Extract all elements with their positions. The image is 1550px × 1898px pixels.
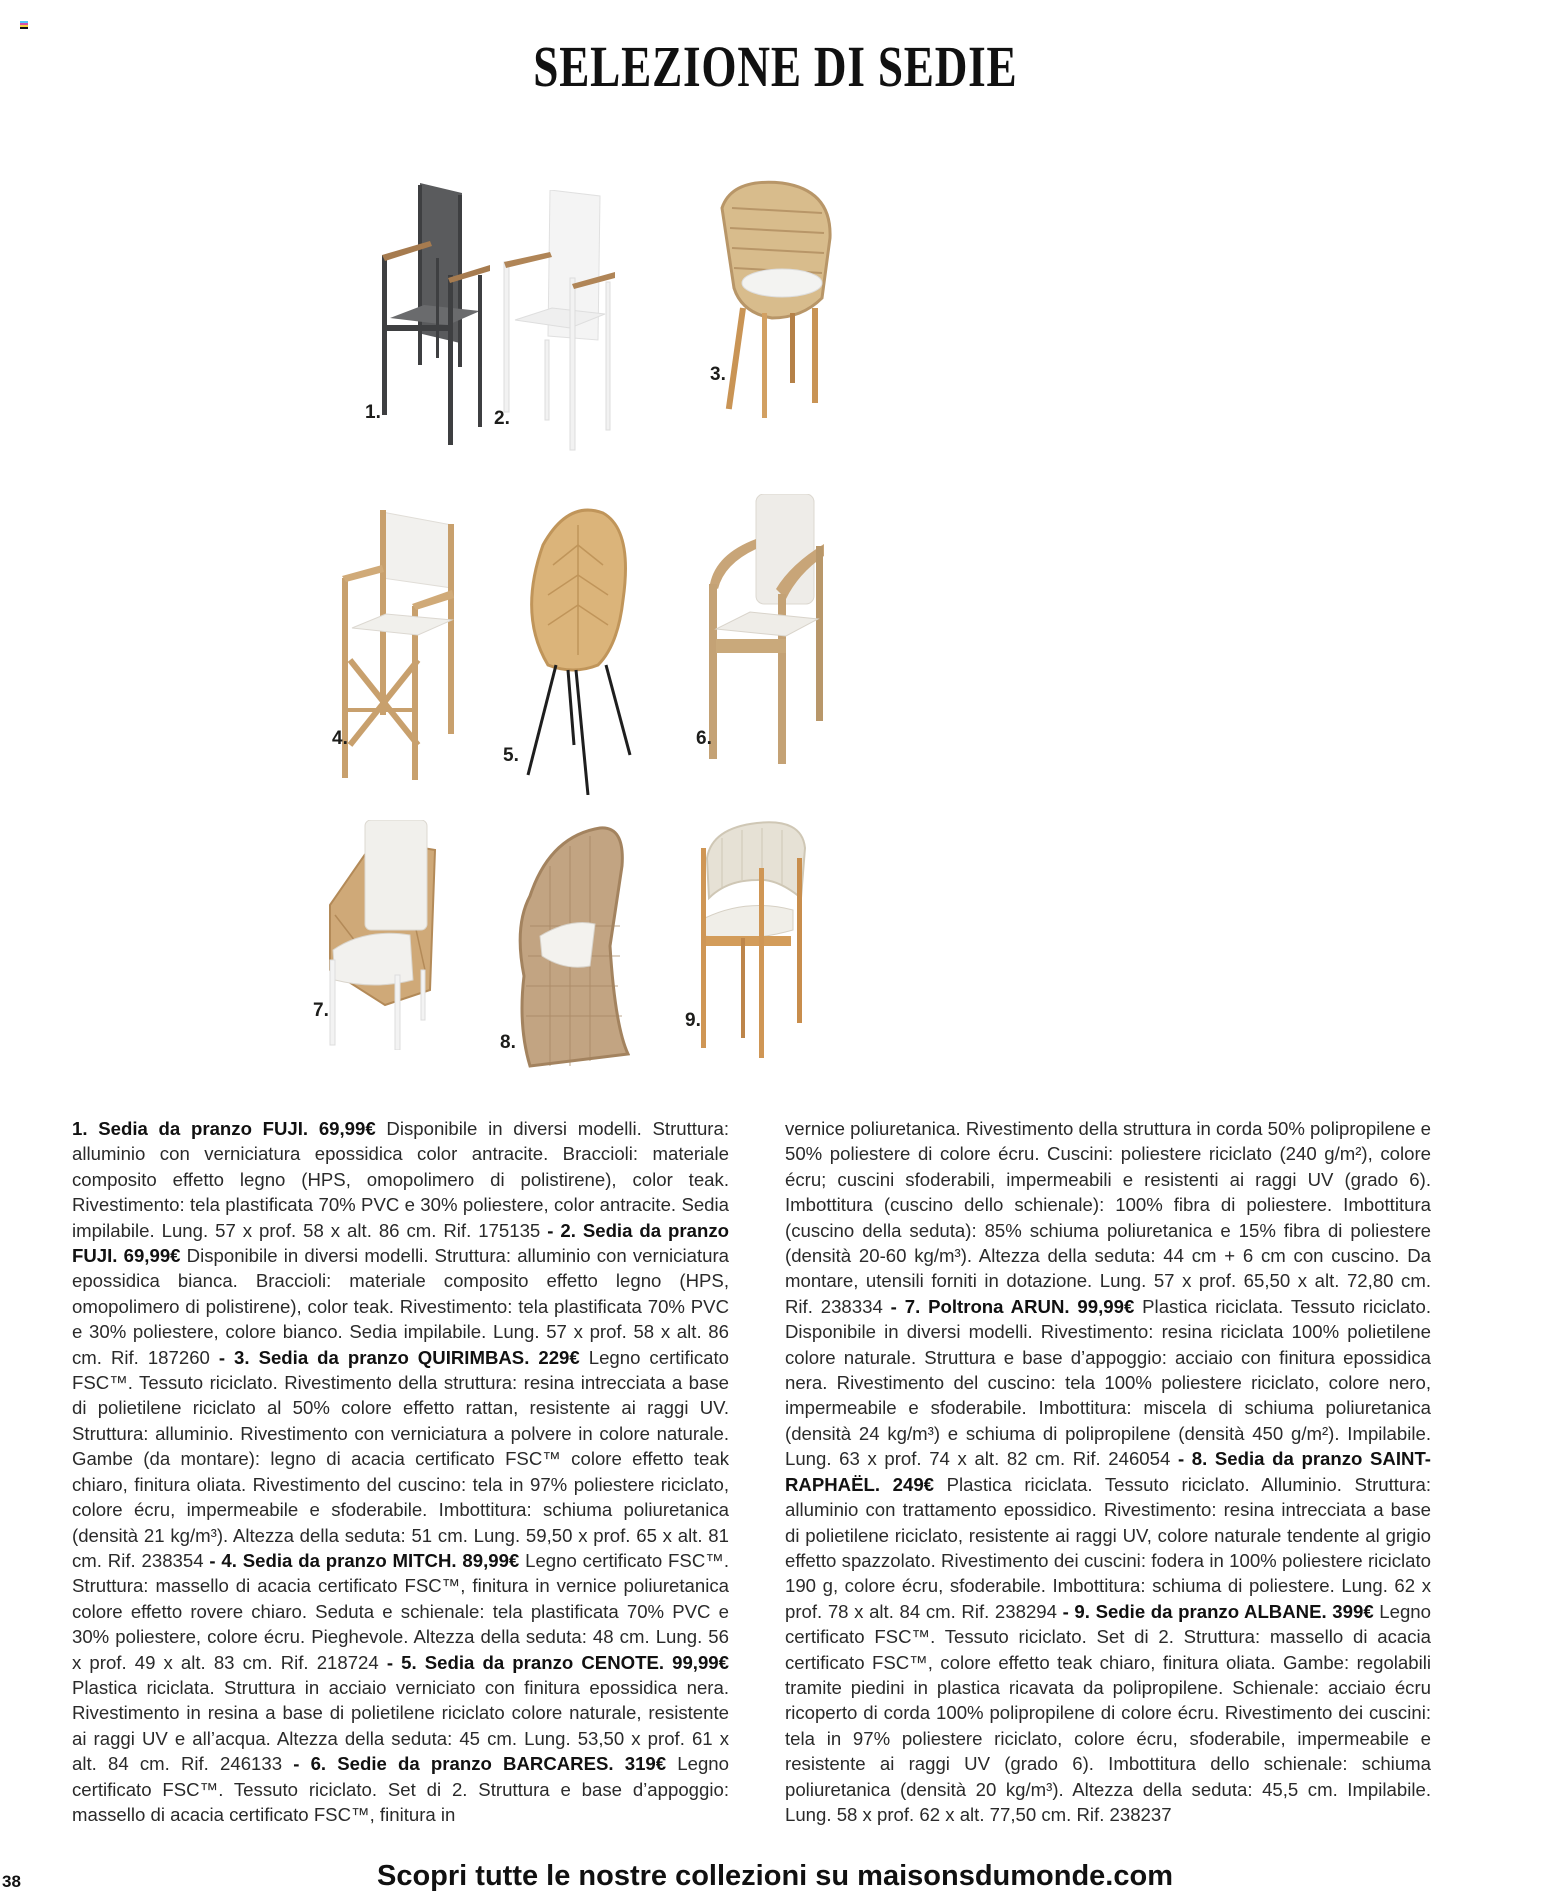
product-heading-9: - 9. Sedie da pranzo ALBANE. 399€	[1062, 1600, 1374, 1622]
product-description-9: Legno certificato FSC™. Tessuto riciclato. Set di 2. Struttura: massello di acacia certificato FSC™, colore effetto teak chiaro, finitura oliata. Gambe: regolabili tramite piedini in plastica ricavata da polipropilene. Schienale: acciaio écru ricoperto di corda 100% polipropilene di colore écru. Rivestimento dei cuscini: tela in 97% poliestere riciclato, colore écru, sfoderabile, impermeabile e resistente ai raggi UV (grado 6). Imbottitura dello schienale: schiuma poliuretanica (densità 20 kg/m³). Altezza della seduta: 45,5 cm. Impilabile. Lung. 58 x prof. 62 x alt. 77,50 cm. Rif. 238237	[785, 1600, 1431, 1825]
chair-number-8: 8.	[500, 1032, 516, 1053]
chair-image-7	[325, 820, 440, 1050]
woven-egg-chair-icon	[518, 505, 633, 795]
dark-aluminium-armchair-icon	[380, 183, 490, 453]
wooden-armchair-cushions-icon	[706, 494, 826, 766]
product-heading-2: - 2. Sedia da pranzo FUJI. 69,99€	[72, 1219, 729, 1267]
product-heading-4: - 4. Sedia da pranzo MITCH. 89,99€	[209, 1549, 520, 1571]
chair-image-9	[697, 818, 809, 1063]
page-title: SELEZIONE DI SEDIE	[532, 33, 1018, 99]
product-descriptions-right-column	[785, 1116, 1431, 1827]
chair-image-1	[380, 183, 490, 453]
product-heading-5: - 5. Sedia da pranzo CENOTE. 99,99€	[386, 1651, 729, 1673]
product-description-7: Plastica riciclata. Tessuto riciclato. Disponibile in diversi modelli. Rivestimento: resina riciclata 100% polietilene colore naturale. Struttura e base d’appoggio: acciaio con finitura epossidica nera. Rivestimento del cuscino: tela 100% poliestere riciclato, colore nero, impermeabile e sfoderabile. Imbottitura: miscela di schiuma poliuretanica (densità 24 kg/m³) e schiuma di polipropilene (densità 450 g/m²). Impilabile. Lung. 63 x prof. 74 x alt. 82 cm. Rif. 246054	[785, 1295, 1431, 1470]
product-description-5: Plastica riciclata. Struttura in acciaio verniciato con finitura epossidica nera. Rivestimento in resina a base di polietilene riciclato colore naturale, resistente ai raggi UV e all’acqua. Altezza della seduta: 45 cm. Lung. 53,50 x prof. 61 x alt. 84 cm. Rif. 246133	[72, 1676, 729, 1775]
product-description-6-part2: vernice poliuretanica. Rivestimento della struttura in corda 50% polipropilene e 50% poliestere di colore écru. Cuscini: poliestere riciclato (240 g/m²), colore écru; cuscini sfoderabili, impermeabili e resistenti ai raggi UV (grado 6). Imbottitura (cuscino dello schienale): 100% fibra di poliestere. Imbottitura (cuscino della seduta): 85% schiuma poliuretanica e 15% fibra di poliestere (densità 20-60 kg/m³). Altezza della seduta: 44 cm + 6 cm con cuscino. Da montare, utensili forniti in dotazione. Lung. 57 x prof. 65,50 x alt. 72,80 cm. Rif. 238334	[785, 1118, 1431, 1317]
product-heading-3: - 3. Sedia da pranzo QUIRIMBAS. 229€	[218, 1346, 580, 1368]
product-description-8: Plastica riciclata. Tessuto riciclato. Alluminio. Struttura: alluminio con trattamento epossidico. Rivestimento: resina intrecciata a base di polietilene riciclato, resistente ai raggi UV, colore naturale tendente al grigio effetto spazzolato. Rivestimento dei cuscini: fodera in 100% poliestere riciclato 190 g, colore écru, sfoderabile. Imbottitura: schiuma di poliestere. Lung. 62 x prof. 78 x alt. 84 cm. Rif. 238294	[785, 1473, 1432, 1622]
rope-back-teak-chair-icon	[697, 818, 809, 1063]
chair-number-4: 4.	[332, 728, 348, 749]
product-description-2: Disponibile in diversi modelli. Struttura: alluminio con verniciatura epossidica bianca. Braccioli: materiale composito effetto legno (HPS, omopolimero di polistirene), color teak. Rivestimento: tela plastificata 70% PVC e 30% poliestere, colore bianco. Sedia impilabile. Lung. 57 x prof. 58 x alt. 86 cm. Rif. 187260	[72, 1245, 729, 1368]
chair-image-4	[342, 510, 457, 780]
footer-website-link[interactable]: Scopri tutte le nostre collezioni su maisonsdumonde.com	[376, 1860, 1173, 1892]
woven-lounge-armchair-icon	[325, 820, 440, 1050]
chair-number-1: 1.	[365, 402, 381, 423]
chair-number-5: 5.	[503, 745, 519, 766]
wicker-armchair-icon	[510, 826, 630, 1078]
product-description-1: Disponibile in diversi modelli. Struttura: alluminio con verniciatura epossidica color antracite. Braccioli: materiale composito effetto legno (HPS, omopolimero di polistirene), color teak. Rivestimento: tela plastificata 70% PVC e 30% poliestere, color antracite. Sedia impilabile. Lung. 57 x prof. 58 x alt. 86 cm. Rif. 175135	[72, 1118, 730, 1241]
chair-image-3	[712, 178, 842, 423]
white-aluminium-armchair-icon	[500, 190, 615, 455]
print-registration-mark-icon	[20, 21, 28, 29]
chair-number-6: 6.	[696, 728, 712, 749]
chair-image-5	[518, 505, 633, 795]
rattan-tub-chair-icon	[712, 178, 842, 423]
product-heading-7: - 7. Poltrona ARUN. 99,99€	[890, 1295, 1135, 1317]
product-heading-1: 1. Sedia da pranzo FUJI. 69,99€	[72, 1118, 376, 1139]
chair-image-8	[510, 826, 630, 1078]
chair-number-3: 3.	[710, 364, 726, 385]
chair-number-7: 7.	[313, 1000, 329, 1021]
directors-chair-icon	[342, 510, 457, 780]
chair-number-2: 2.	[494, 408, 510, 429]
chair-number-9: 9.	[685, 1010, 701, 1031]
page-number: 38	[2, 1872, 21, 1891]
chair-image-6	[706, 494, 826, 766]
product-description-6-part1: Legno certificato FSC™. Tessuto riciclato. Set di 2. Struttura e base d’appoggio: massello di acacia certificato FSC™, finitura in	[72, 1753, 729, 1825]
product-description-3: Legno certificato FSC™. Tessuto riciclato. Rivestimento della struttura: resina intrecciata a base di polietilene riciclato al 50% colore effetto rattan, resistente ai raggi UV. Struttura: alluminio. Rivestimento con verniciatura a polvere in colore naturale. Gambe (da montare): legno di acacia certificato FSC™ colore effetto teak chiaro, finitura oliata. Rivestimento del cuscino: tela in 97% poliestere riciclato, colore écru, impermeabile e sfoderabile. Imbottitura: schiuma poliuretanica (densità 21 kg/m³). Altezza della seduta: 51 cm. Lung. 59,50 x prof. 65 x alt. 81 cm. Rif. 238354	[72, 1346, 729, 1571]
chair-image-2	[500, 190, 615, 455]
product-descriptions-left-column	[72, 1116, 729, 1827]
product-description-4: Legno certificato FSC™. Struttura: massello di acacia certificato FSC™, finitura in vernice poliuretanica colore effetto rovere chiaro. Seduta e schienale: tela plastificata 70% PVC e 30% poliestere, colore écru. Pieghevole. Altezza della seduta: 48 cm. Lung. 56 x prof. 49 x alt. 83 cm. Rif. 218724	[72, 1549, 730, 1673]
product-heading-6: - 6. Sedie da pranzo BARCARES. 319€	[293, 1753, 667, 1775]
product-heading-8: - 8. Sedia da pranzo SAINT-RAPHAËL. 249€	[785, 1448, 1431, 1495]
